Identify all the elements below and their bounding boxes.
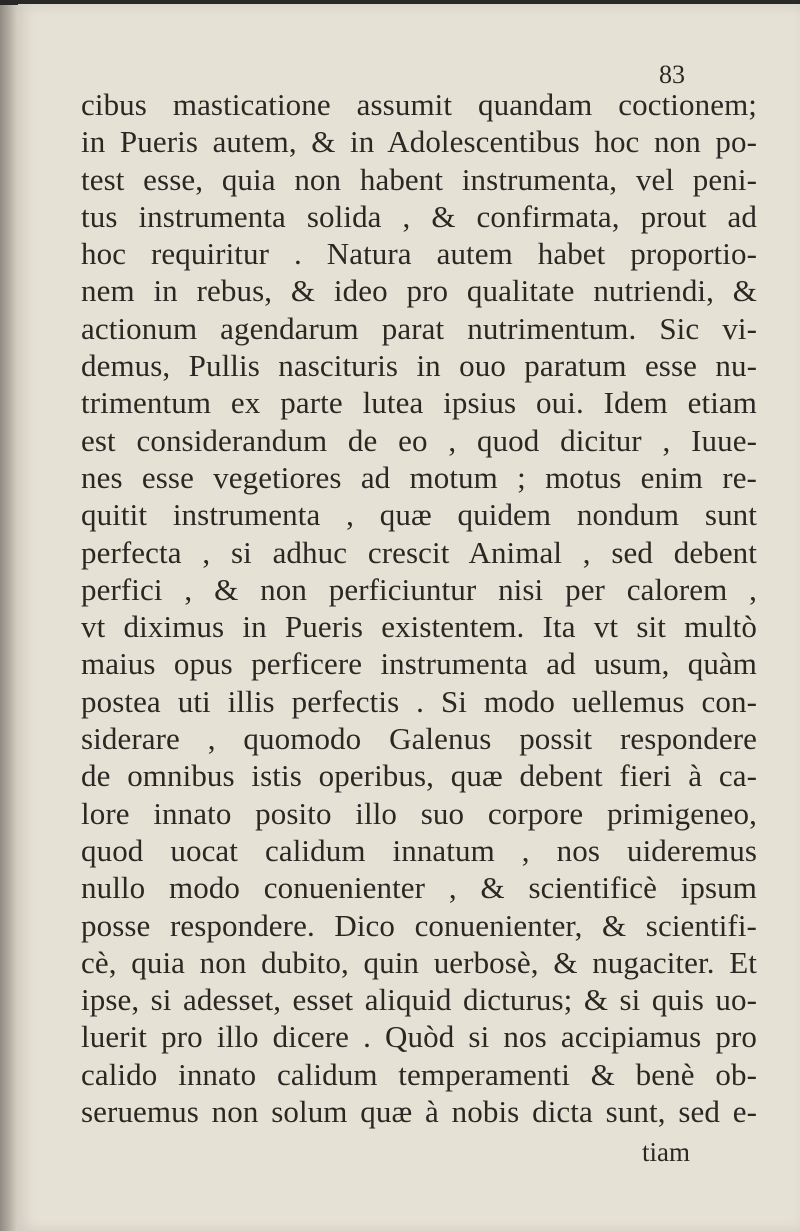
text-line: quitit instrumenta , quæ quidem nondum sunt [81, 497, 757, 533]
text-line: de omnibus istis operibus, quæ debent fieri à ca- [81, 758, 757, 794]
text-line: in Pueris autem, & in Adolescentibus hoc non po- [81, 124, 757, 160]
body-text [81, 86, 757, 1130]
book-spine-edge [0, 0, 18, 1231]
text-line: trimentum ex parte lutea ipsius oui. Idem etiam [81, 385, 757, 421]
text-line: nullo modo conuenienter , & scientificè ipsum [81, 870, 757, 906]
catchword: tiam [642, 1137, 690, 1167]
text-line: nes esse vegetiores ad motum ; motus enim re- [81, 459, 757, 495]
text-line: demus, Pullis nascituris in ouo paratum esse nu- [81, 348, 757, 384]
text-line: actionum agendarum parat nutrimentum. Sic vi- [81, 310, 757, 346]
text-line: postea uti illis perfectis . Si modo uellemus con- [81, 683, 757, 719]
text-line: cè, quia non dubito, quin uerbosè, & nugaciter. Et [81, 944, 757, 980]
text-line: siderare , quomodo Galenus possit respondere [81, 721, 757, 757]
text-line: test esse, quia non habent instrumenta, vel peni- [81, 161, 757, 197]
text-line: ipse, si adesset, esset aliquid dicturus; & si quis uo- [81, 982, 757, 1018]
text-line: cibus masticatione assumit quandam coctionem; [81, 87, 757, 122]
page-number: 83 [659, 60, 685, 89]
text-line: vt diximus in Pueris existentem. Ita vt sit multò [81, 609, 757, 645]
text-line: perfici , & non perficiuntur nisi per calorem , [81, 571, 757, 607]
text-line: tus instrumenta solida , & confirmata, prout ad [81, 198, 757, 234]
text-line: maius opus perficere instrumenta ad usum, quàm [81, 646, 757, 682]
book-page [18, 4, 800, 1231]
text-line: luerit pro illo dicere . Quòd si nos accipiamus pro [81, 1019, 757, 1055]
text-line: hoc requiritur . Natura autem habet proportio- [81, 236, 757, 272]
text-line: lore innato posito illo suo corpore primigeneo, [81, 795, 757, 831]
text-line: posse respondere. Dico conuenienter, & scientifi- [81, 907, 757, 943]
text-line: est considerandum de eo , quod dicitur , Iuue- [81, 422, 757, 458]
text-line: nem in rebus, & ideo pro qualitate nutriendi, & [81, 273, 757, 309]
text-line: perfecta , si adhuc crescit Animal , sed debent [81, 534, 757, 570]
text-line: seruemus non solum quæ à nobis dicta sunt, sed e- [81, 1094, 757, 1130]
text-line: calido innato calidum temperamenti & benè ob- [81, 1056, 757, 1092]
text-line: quod uocat calidum innatum , nos uideremus [81, 832, 757, 868]
